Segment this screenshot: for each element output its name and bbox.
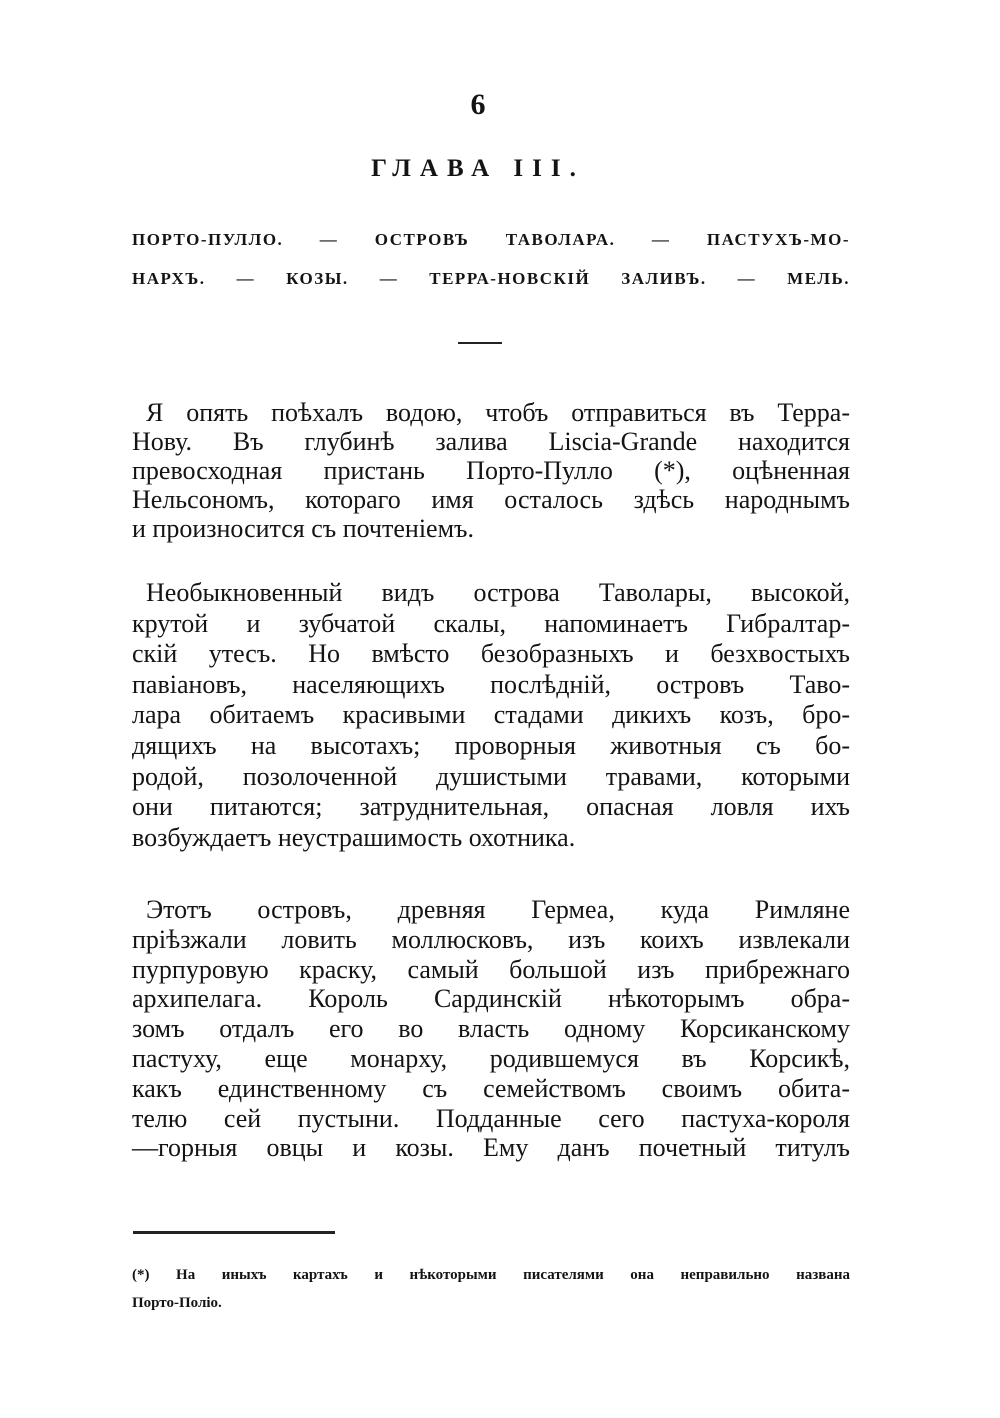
text-line: зомъ отдалъ его во власть одному Корсиканскому — [132, 1014, 850, 1044]
footnote-line: (*) На иныхъ картахъ и нѣкоторыми писателями она неправильно названа — [132, 1267, 850, 1283]
text-line: возбуждаетъ неустрашимость охотника. — [132, 822, 576, 852]
text-line: пріѣзжали ловить моллюсковъ, изъ коихъ извлекали — [132, 924, 850, 954]
chapter-summary-line: ПОРТО-ПУЛЛО. — ОСТРОВЪ ТАВОЛАРА. — ПАСТУХЪ-МО- — [132, 230, 850, 249]
text-line: Нову. Въ глубинѣ залива Liscia-Grande находится — [132, 427, 850, 456]
footnote-rule — [133, 1231, 335, 1234]
text-line: Нельсономъ, котораго имя осталось здѣсь народнымъ — [132, 485, 850, 514]
text-line: какъ единственному съ семействомъ своимъ обита- — [132, 1073, 850, 1103]
chapter-summary-line: НАРХЪ. — КОЗЫ. — ТЕРРА-НОВСКІЙ ЗАЛИВЪ. — МЕЛЬ. — [132, 269, 850, 288]
text-line: —горныя овцы и козы. Ему данъ почетный титулъ — [132, 1133, 850, 1163]
text-line: они питаются; затруднительная, опасная ловля ихъ — [132, 792, 850, 822]
text-line: Этотъ островъ, древняя Гермеа, куда Римляне — [146, 895, 850, 924]
text-line: павіановъ, населяющихъ послѣдній, островъ Таво- — [132, 669, 850, 699]
text-line: Необыкновенный видъ острова Таволары, высокой, — [146, 578, 850, 607]
text-line: архипелага. Король Сардинскій нѣкоторымъ обра- — [132, 984, 850, 1014]
chapter-title: ГЛАВА III. — [371, 155, 585, 182]
page-number: 6 — [470, 88, 486, 121]
text-line: Я опять поѣхалъ водою, чтобъ отправиться въ Терра- — [146, 398, 850, 427]
text-line: родой, позолоченной душистыми травами, которыми — [132, 761, 850, 791]
text-line: и произносится съ почтеніемъ. — [132, 514, 474, 543]
text-line: пурпуровую краску, самый большой изъ прибрежнаго — [132, 954, 850, 984]
text-line: превосходная пристань Порто-Пулло (*), оцѣненная — [132, 456, 850, 485]
text-line: крутой и зубчатой скалы, напоминаетъ Гибралтар- — [132, 608, 850, 638]
text-line: скій утесъ. Но вмѣсто безобразныхъ и безхвостыхъ — [132, 639, 850, 669]
text-line: пастуху, еще монарху, родившемуся въ Корсикѣ, — [132, 1044, 850, 1073]
text-line: дящихъ на высотахъ; проворныя животныя съ бо- — [132, 731, 850, 760]
text-line: лара обитаемъ красивыми стадами дикихъ козъ, бро- — [132, 700, 850, 730]
section-divider — [458, 342, 502, 344]
footnote-line: Порто-Поліо. — [132, 1295, 222, 1311]
text-line: телю сей пустыни. Подданные сего пастуха-короля — [132, 1103, 850, 1133]
